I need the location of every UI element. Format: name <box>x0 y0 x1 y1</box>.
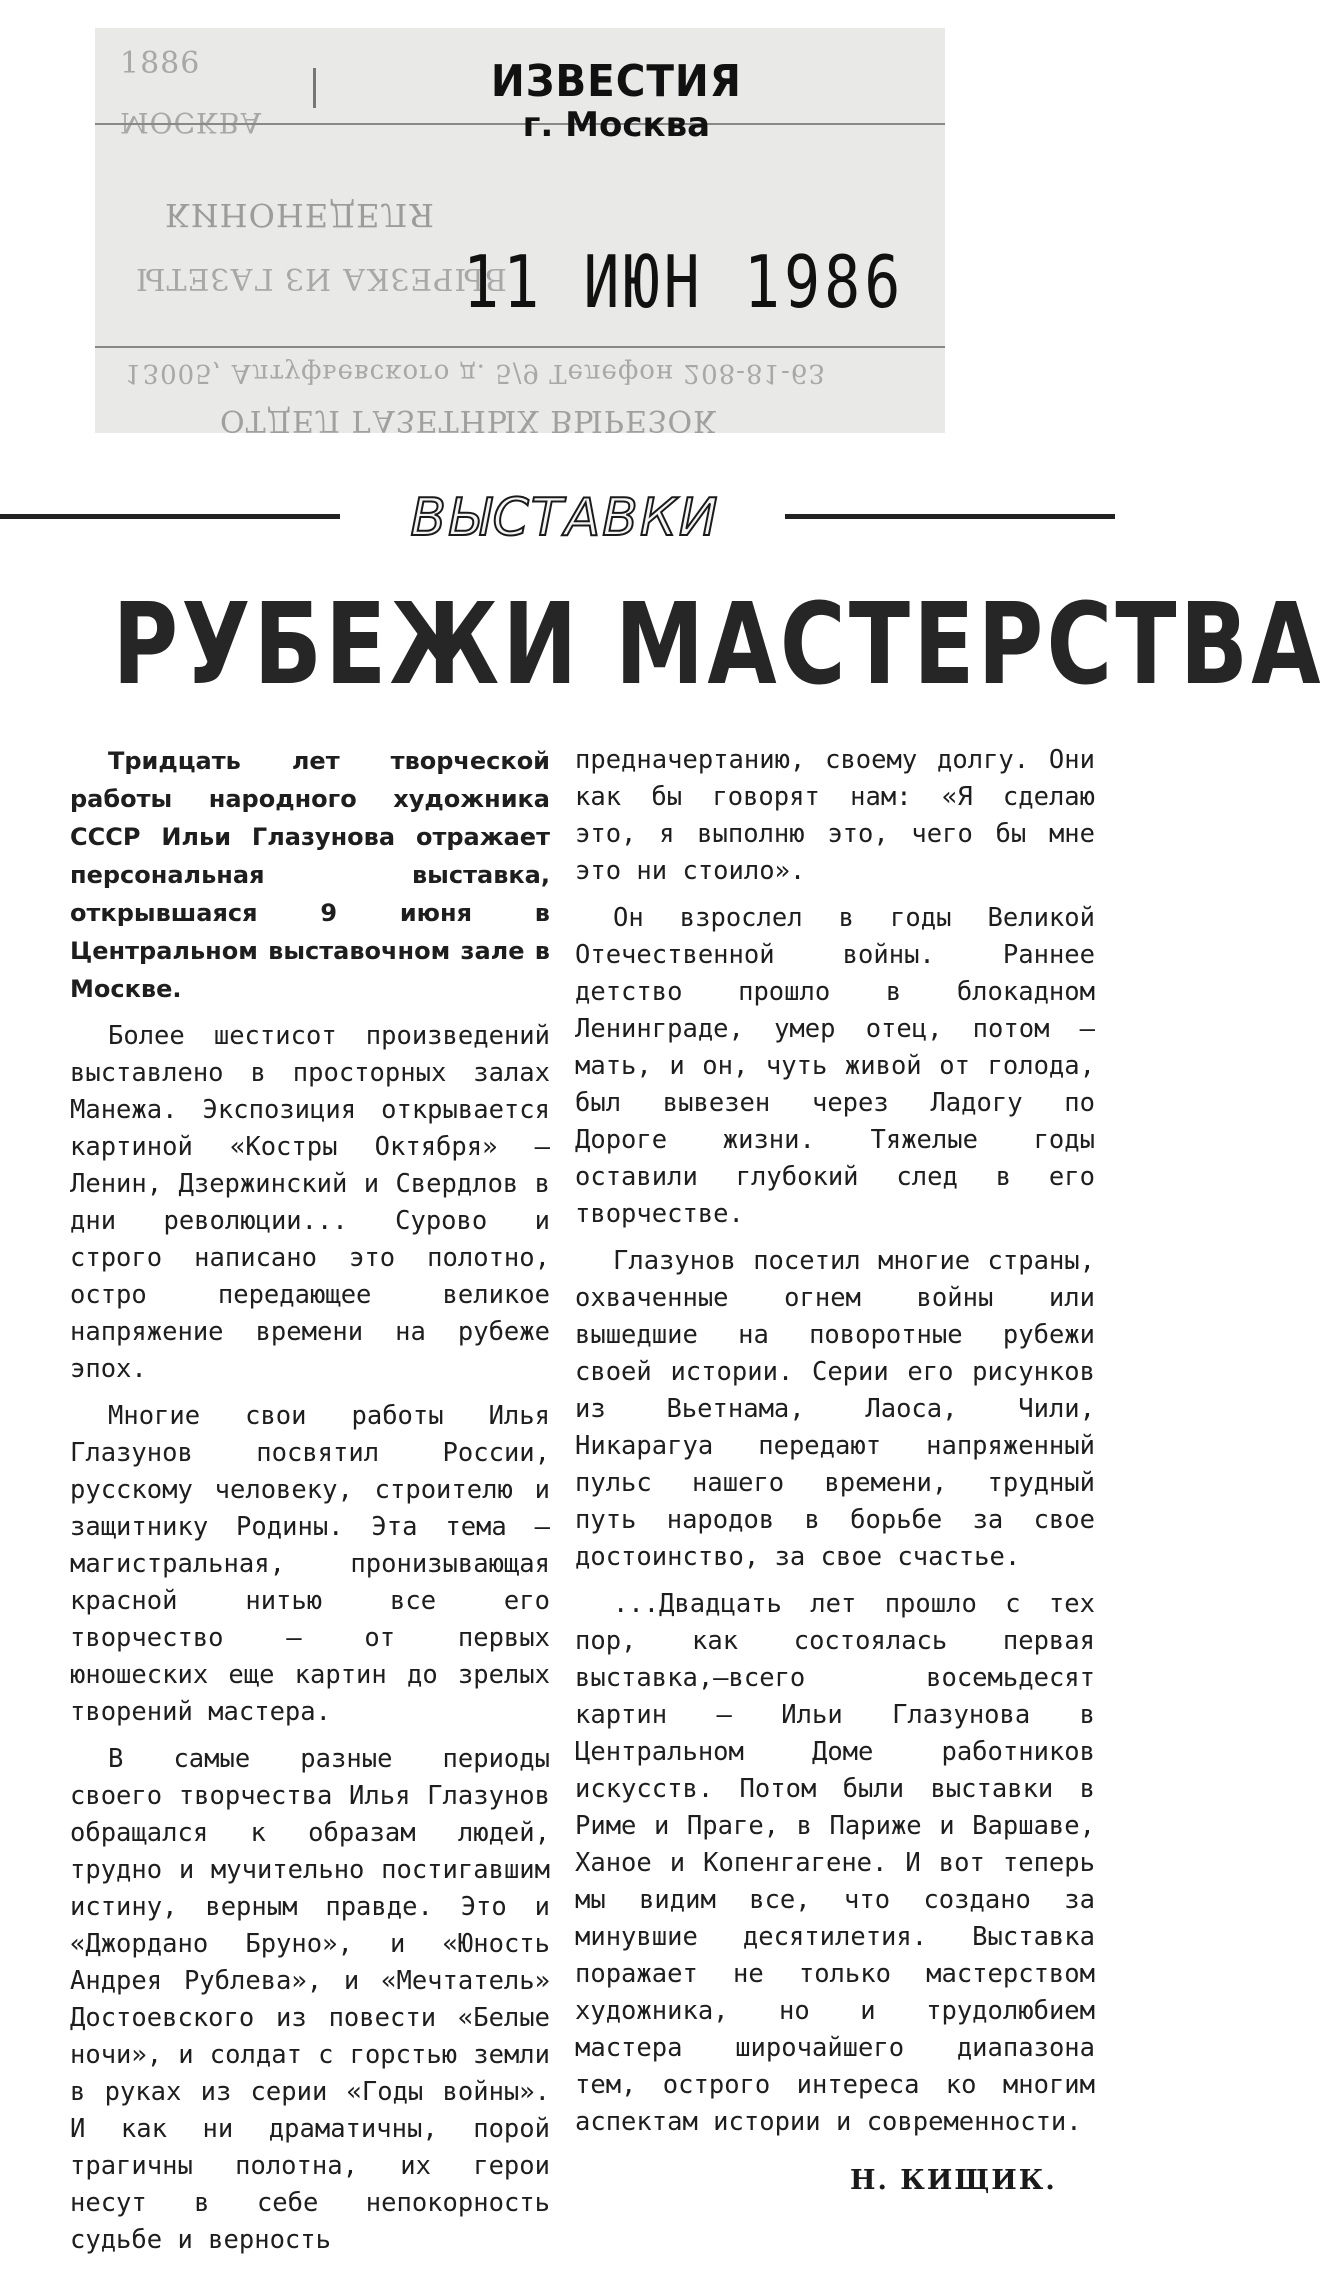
article-paragraph: В самые разные периоды своего творчества Илья Глазунов обращался к образам людей, трудно и мучительно постигавшим истину, верным правде. Это и «Джордано Бруно», и «Юность Андрея Рублева», и «Мечтатель» Достоевского из повести «Белые ночи», и солдат с горстью земли в руках из серии «Годы войны». И как ни драматичны, порой трагичны полотна, их герои несут в себе непокорность судьбе и верность <box>70 1744 550 2255</box>
stamp-faint-year: 1886 <box>120 46 201 81</box>
article-byline: Н. КИЩИК. <box>850 2165 1057 2196</box>
article-column-left <box>70 742 550 2269</box>
article-lead-paragraph: Тридцать лет творческой работы народного художника СССР Ильи Глазунова отражает персональная выставка, открывшаяся 9 июня в Центральном выставочном зале в Москве. <box>70 747 550 1003</box>
article-headline: РУБЕЖИ МАСТЕРСТВА <box>112 580 1324 710</box>
stamp-faint-department: ОТДЕЛ ГАЗЕТНЫХ ВЫРЕЗОК <box>220 403 718 438</box>
article-paragraph: Глазунов посетил многие страны, охваченные огнем войны или вышедшие на поворотные рубежи своей истории. Серии его рисунков из Вьетнама, Лаоса, Чили, Никарагуа передают напряженный пульс нашего времени, трудный путь народов в борьбе за свое достоинство, за свое счастье. <box>575 1246 1095 1572</box>
article-paragraph: Многие свои работы Илья Глазунов посвятил России, русскому человеку, строителю и защитнику Родины. Эта тема — магистральная, пронизывающая красной нитью все его творчество — от первых юношеских еще картин до зрелых творений мастера. <box>70 1401 550 1727</box>
section-label: ВЫСТАВКИ <box>410 488 720 548</box>
article-column-right <box>575 742 1095 2151</box>
stamp-faint-clipping: ВЫРЕЗКА ИЗ ГАЗЕТЫ <box>135 261 507 296</box>
stamp-newspaper-block <box>480 56 753 145</box>
stamp-date: 11 ИЮН 1986 <box>463 241 905 325</box>
stamp-newspaper-city: г. Москва <box>522 105 711 145</box>
archive-stamp <box>95 28 945 438</box>
stamp-divider-bottom <box>95 346 945 348</box>
stamp-faint-address: 13005, Алтуфьевского д. 5/9 Телефон 208-81-63 <box>125 358 826 388</box>
section-rule-left <box>0 514 340 519</box>
section-rule-right <box>785 514 1115 519</box>
article-paragraph: Он взрослел в годы Великой Отечественной войны. Раннее детство прошло в блокадном Ленинграде, умер отец, потом — мать, и он, чуть живой от голода, был вывезен через Ладогу по Дороге жизни. Тяжелые годы оставили глубокий след в его творчестве. <box>575 903 1095 1229</box>
stamp-faint-agency: КИНОНЕДЕЛЯ <box>165 196 435 234</box>
stamp-newspaper-name: ИЗВЕСТИЯ <box>490 56 742 107</box>
stamp-tick <box>313 68 316 108</box>
article-paragraph: Более шестисот произведений выставлено в просторных залах Манежа. Экспозиция открывается картиной «Костры Октября» — Ленин, Дзержинский и Свердлов в дни революции... Сурово и строго написано это полотно, остро передающее великое напряжение времени на рубеже эпох. <box>70 1021 550 1384</box>
article-paragraph-continued: предначертанию, своему долгу. Они как бы говорят нам: «Я сделаю это, я выполню это, чего бы мне это ни стоило». <box>575 745 1095 886</box>
article-paragraph: ...Двадцать лет прошло с тех пор, как состоялась первая выставка,—всего восемьдесят картин — Ильи Глазунова в Центральном Доме работников искусств. Потом были выставки в Риме и Праге, в Париже и Варшаве, Ханое и Копенгагене. И вот теперь мы видим все, что создано за минувшие десятилетия. Выставка поражает не только мастерством художника, но и трудолюбием мастера широчайшего диапазона тем, острого интереса ко многим аспектам истории и современности. <box>575 1589 1095 2137</box>
section-header <box>0 488 1125 548</box>
stamp-faint-city: МОСКВА <box>120 106 263 139</box>
